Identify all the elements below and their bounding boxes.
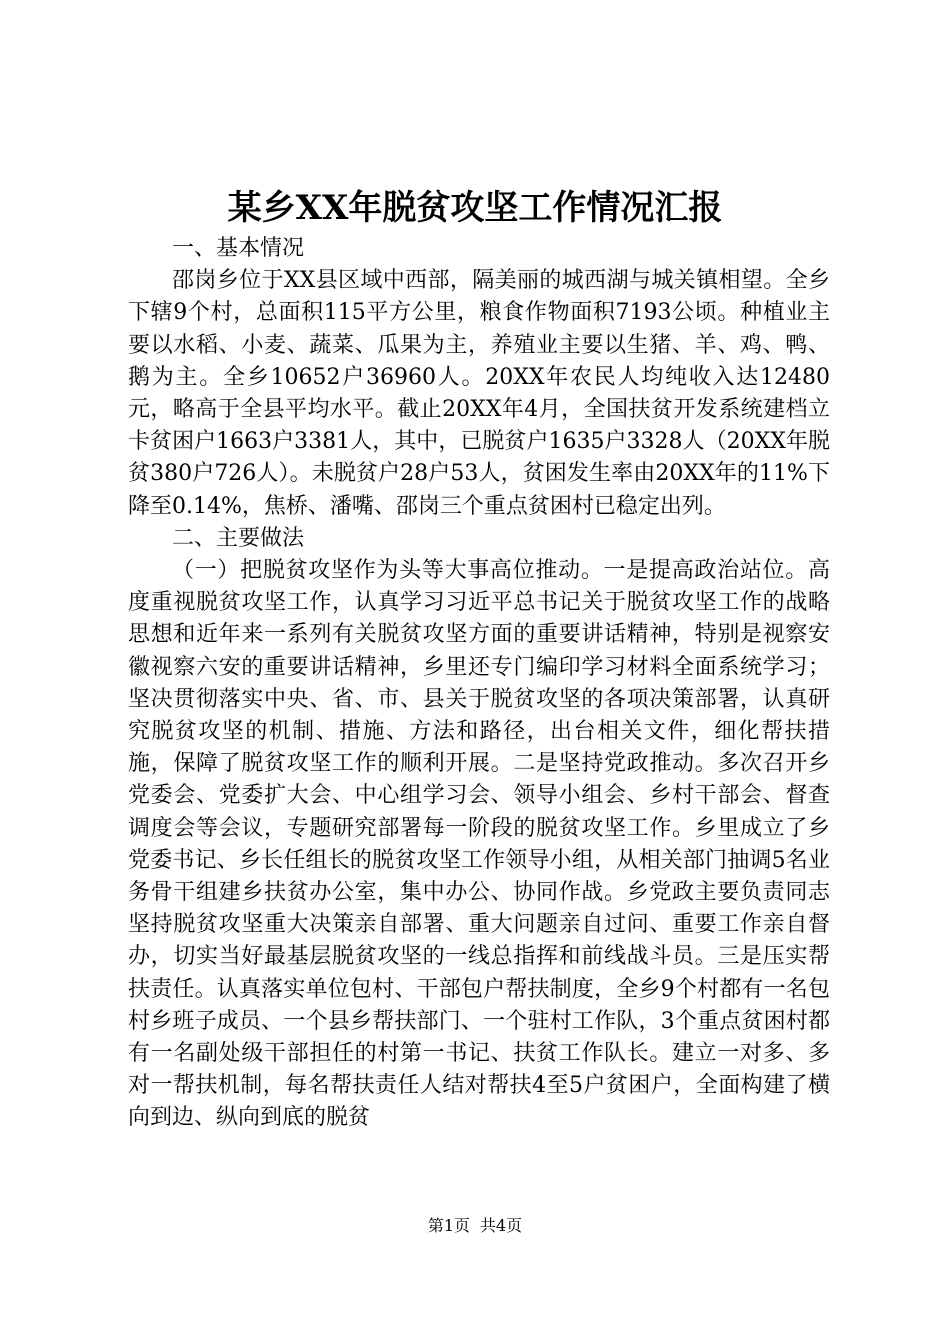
section-heading-measures: 二、主要做法 [172, 525, 305, 551]
page-footer [0, 1215, 950, 1237]
paragraph-basic-info: 邵岗乡位于XX县区域中西部，隔美丽的城西湖与城关镇相望。全乡下辖9个村，总面积115平方公里，粮食作物面积7193公顷。种植业主要以水稻、小麦、蔬菜、瓜果为主，养殖业主要以生猪、羊、鸡、鸭、鹅为主。全乡10652户36960人。20XX年农民人均纯收入达12480元，略高于全县平均水平。截止20XX年4月，全国扶贫开发系统建档立卡贫困户1663户3381人，其中，已脱贫户1635户3328人（20XX年脱贫380户726人）。未脱贫户28户53人，贫困发生率由20XX年的11%下降至0.14%，焦桥、潘嘴、邵岗三个重点贫困村已稳定出列。 [128, 268, 830, 519]
page-number: 第1页 [427, 1216, 470, 1235]
page-total: 共4页 [480, 1216, 523, 1235]
paragraph-measure-one: （一）把脱贫攻坚作为头等大事高位推动。一是提高政治站位。高度重视脱贫攻坚工作，认真学习习近平总书记关于脱贫攻坚工作的战略思想和近年来一系列有关脱贫攻坚方面的重要讲话精神，特别是视察安徽视察六安的重要讲话精神，乡里还专门编印学习材料全面系统学习；坚决贯彻落实中央、省、市、县关于脱贫攻坚的各项决策部署，认真研究脱贫攻坚的机制、措施、方法和路径，出台相关文件，细化帮扶措施，保障了脱贫攻坚工作的顺利开展。二是坚持党政推动。多次召开乡党委会、党委扩大会、中心组学习会、领导小组会、乡村干部会、督查调度会等会议，专题研究部署每一阶段的脱贫攻坚工作。乡里成立了乡党委书记、乡长任组长的脱贫攻坚工作领导小组，从相关部门抽调5名业务骨干组建乡扶贫办公室，集中办公、协同作战。乡党政主要负责同志坚持脱贫攻坚重大决策亲自部署、重大问题亲自过问、重要工作亲自督办，切实当好最基层脱贫攻坚的一线总指挥和前线战斗员。三是压实帮扶责任。认真落实单位包村、干部包户帮扶制度，全乡9个村都有一名包村乡班子成员、一个县乡帮扶部门、一个驻村工作队，3个重点贫困村都有一名副处级干部担任的村第一书记、扶贫工作队长。建立一对多、多对一帮扶机制，每名帮扶责任人结对帮扶4至5户贫困户，全面构建了横向到边、纵向到底的脱贫 [128, 558, 830, 1131]
document-title: 某乡XX年脱贫攻坚工作情况汇报 [227, 188, 723, 228]
section-heading-basic: 一、基本情况 [172, 236, 305, 261]
document-body [128, 233, 830, 1135]
